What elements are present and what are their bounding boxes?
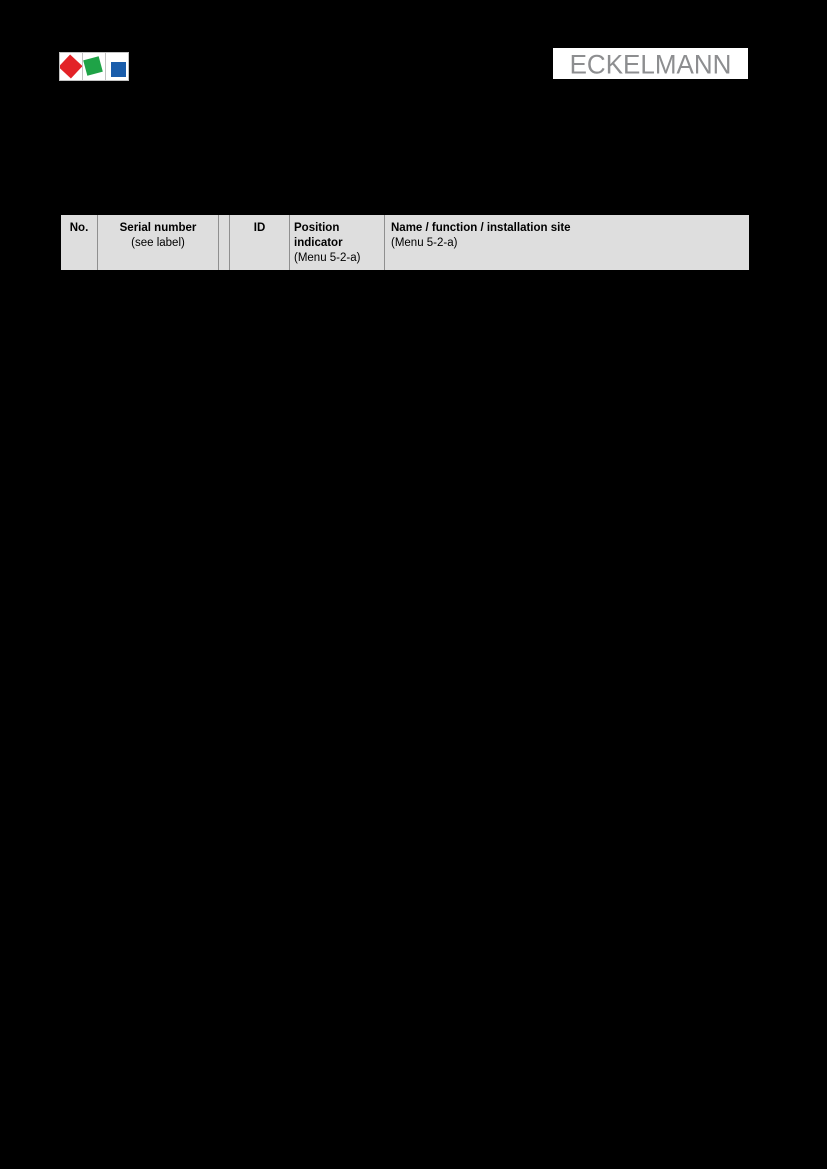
column-header-name-function-site-label: Name / function / installation site [391,222,571,234]
eckelmann-wordmark-box [553,48,748,79]
logo-cell-red [60,53,83,80]
column-header-name-function-site [385,215,749,270]
blue-square-icon [111,62,126,77]
column-header-serial-number-label: Serial number [119,222,197,234]
column-header-serial-number [98,215,219,270]
column-header-position-indicator-sublabel: (Menu 5-2-a) [294,252,361,264]
column-header-name-function-site-sublabel: (Menu 5-2-a) [391,237,458,249]
column-header-spacer [219,215,230,270]
column-header-serial-number-sublabel: (see label) [131,237,185,249]
logo-cell-blue [106,53,128,80]
eckelmann-squares-logo [59,52,129,81]
column-header-no-label: No. [69,222,89,234]
column-header-position-indicator-label: Position indicator [294,222,343,249]
company-name: ECKELMANN [569,48,732,79]
column-header-id-label: ID [253,222,266,234]
red-diamond-icon [60,54,83,78]
column-header-position-indicator [290,215,385,270]
column-header-id [230,215,290,270]
parts-table-header [61,215,749,270]
logo-cell-green [83,53,106,80]
column-header-no [61,215,98,270]
green-square-icon [83,56,103,76]
